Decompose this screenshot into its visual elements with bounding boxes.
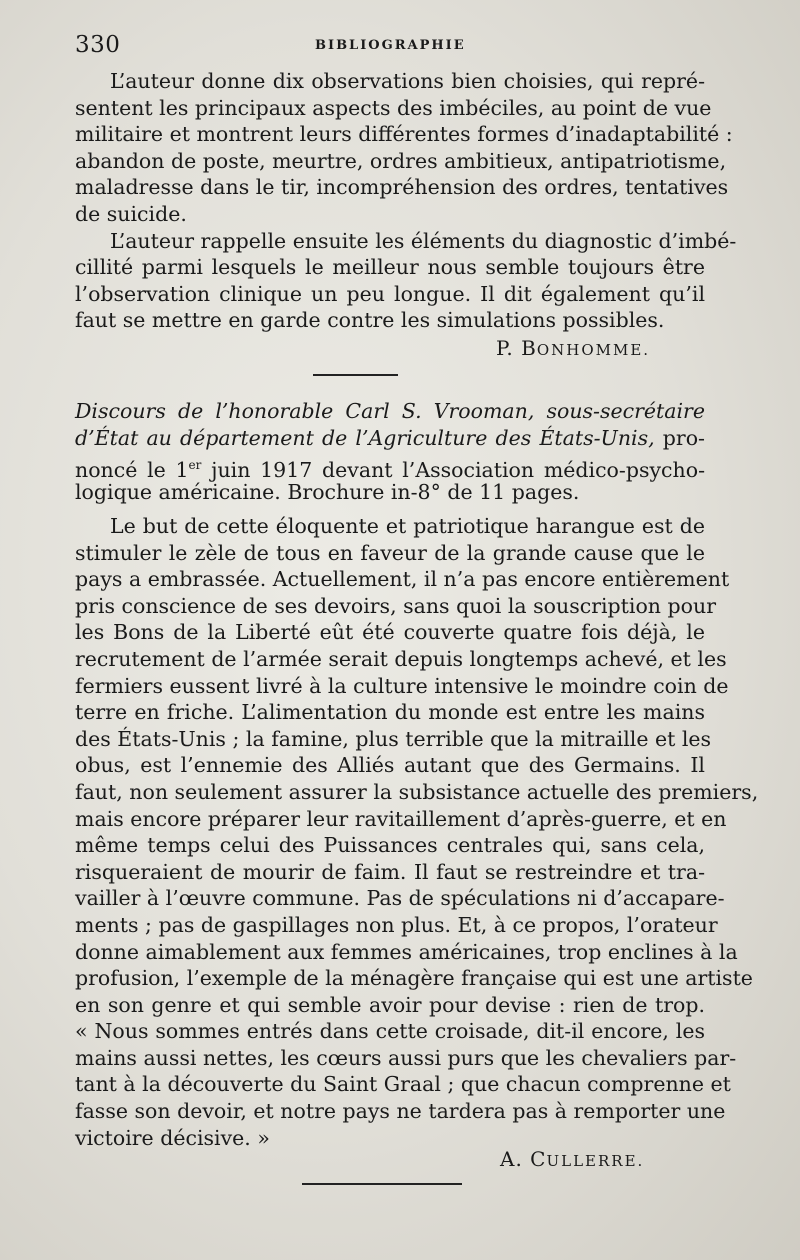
signature-initial: A. xyxy=(500,1147,531,1171)
text-line: même temps celui des Puissances centrales qui, sans cela, xyxy=(75,833,705,858)
section-divider xyxy=(302,1183,462,1185)
title-roman: logique américaine. Brochure in-8° de 11 pages. xyxy=(75,480,580,504)
signature-initial: P. xyxy=(496,336,522,360)
text-line: donne aimablement aux femmes américaines, trop enclines à la xyxy=(75,939,738,964)
title-roman: pro- xyxy=(654,426,705,450)
text-line: obus, est l’ennemie des Alliés autant que des Germains. Il xyxy=(75,753,705,778)
review-2-title xyxy=(75,398,705,506)
text-line: sentent les principaux aspects des imbéciles, au point de vue xyxy=(75,95,712,120)
title-roman: juin 1917 devant l’Association médico-psycho- xyxy=(201,458,705,482)
text-line: mais encore préparer leur ravitaillement d’après-guerre, et en xyxy=(75,806,727,831)
text-line: cillité parmi lesquels le meilleur nous semble toujours être xyxy=(75,255,705,280)
running-title: BIBLIOGRAPHIE xyxy=(315,38,466,53)
text-line: vailler à l’œuvre commune. Pas de spéculations ni d’accapare- xyxy=(75,886,725,911)
text-line: pris conscience de ses devoirs, sans quoi la souscription pour xyxy=(75,593,716,618)
review-2-body xyxy=(75,513,759,1151)
title-italic: Discours de l’honorable Carl S. Vrooman, sous-secrétaire xyxy=(75,399,705,423)
signature-name-first: B xyxy=(521,336,537,360)
text-line: stimuler le zèle de tous en faveur de la grande cause que le xyxy=(75,540,705,565)
review-1-body xyxy=(75,68,737,334)
text-line: ments ; pas de gaspillages non plus. Et, à ce propos, l’orateur xyxy=(75,912,718,937)
title-roman: noncé le 1 xyxy=(75,458,189,482)
page-header xyxy=(75,30,705,60)
title-line xyxy=(75,398,705,425)
signature-name-rest: ONHOMME. xyxy=(536,341,651,359)
text-line: profusion, l’exemple de la ménagère française qui est une artiste xyxy=(75,966,753,991)
title-superscript: er xyxy=(188,458,202,472)
text-line: risqueraient de mourir de faim. Il faut se restreindre et tra- xyxy=(75,859,705,884)
text-line: faut se mettre en garde contre les simulations possibles. xyxy=(75,308,665,333)
text-line: les Bons de la Liberté eût été couverte quatre fois déjà, le xyxy=(75,620,705,645)
signature-name-first: C xyxy=(530,1147,547,1171)
title-italic: d’État au département de l’Agriculture des États-Unis, xyxy=(75,426,655,450)
text-line: recrutement de l’armée serait depuis longtemps achevé, et les xyxy=(75,646,727,671)
text-line: l’observation clinique un peu longue. Il dit également qu’il xyxy=(75,281,705,306)
text-line: terre en friche. L’alimentation du monde est entre les mains xyxy=(75,700,705,725)
review-2-signature xyxy=(500,1147,644,1171)
text-line: en son genre et qui semble avoir pour devise : rien de trop. xyxy=(75,992,705,1017)
text-line: des États-Unis ; la famine, plus terrible que la mitraille et les xyxy=(75,726,712,751)
text-line: fasse son devoir, et notre pays ne tardera pas à remporter une xyxy=(75,1099,726,1124)
section-divider xyxy=(313,374,398,376)
text-line: L’auteur rappelle ensuite les éléments du diagnostic d’imbé- xyxy=(110,228,737,253)
text-line: faut, non seulement assurer la subsistance actuelle des premiers, xyxy=(75,779,759,804)
text-line: mains aussi nettes, les cœurs aussi purs que les chevaliers par- xyxy=(75,1045,737,1070)
text-line: victoire décisive. » xyxy=(75,1125,270,1150)
text-line: Le but de cette éloquente et patriotique harangue est de xyxy=(110,514,705,538)
page-number: 330 xyxy=(75,32,121,58)
text-line: pays a embrassée. Actuellement, il n’a pas encore entièrement xyxy=(75,567,730,592)
title-line xyxy=(75,425,705,452)
title-line xyxy=(75,452,705,482)
signature-name-rest: ULLERRE. xyxy=(546,1152,645,1170)
title-line xyxy=(75,479,705,506)
text-line: « Nous sommes entrés dans cette croisade, dit-il encore, les xyxy=(75,1019,705,1044)
text-line: abandon de poste, meurtre, ordres ambitieux, antipatriotisme, xyxy=(75,148,727,173)
text-line: militaire et montrent leurs différentes formes d’inadaptabilité : xyxy=(75,122,733,147)
review-1-signature xyxy=(496,336,650,360)
text-line: de suicide. xyxy=(75,201,187,226)
text-line: fermiers eussent livré à la culture intensive le moindre coin de xyxy=(75,673,729,698)
text-line: L’auteur donne dix observations bien choisies, qui repré- xyxy=(110,69,705,93)
text-line: tant à la découverte du Saint Graal ; que chacun comprenne et xyxy=(75,1072,731,1097)
text-line: maladresse dans le tir, incompréhension des ordres, tentatives xyxy=(75,175,729,200)
